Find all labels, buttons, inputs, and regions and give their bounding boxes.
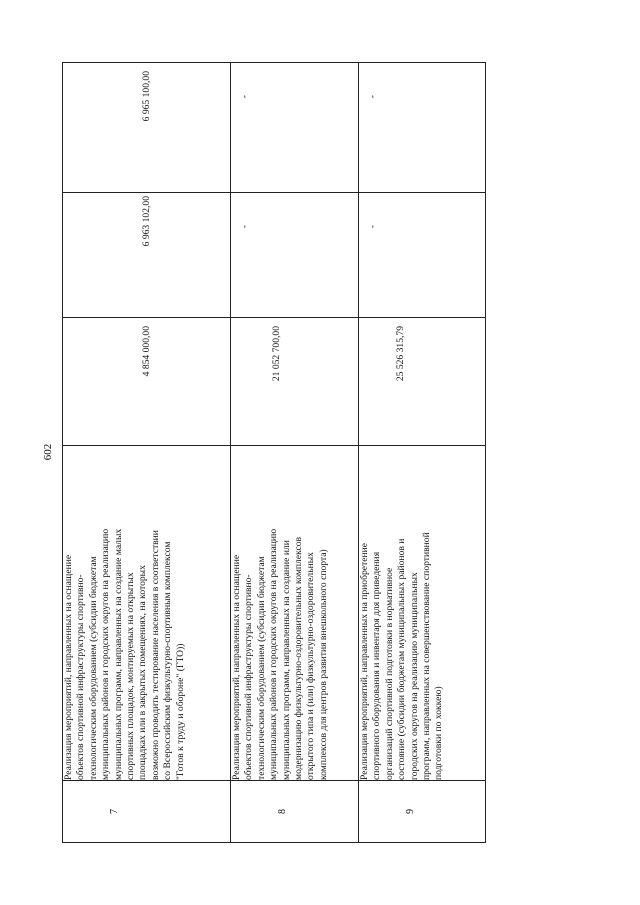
amount-dash: - [367,95,378,99]
row-number-cell [63,781,231,843]
funding-table [62,62,486,843]
row-description: Реализация мероприятий, направленных на оснащение объектов спортивной инфраструктуры спортивно- технологическим оборудованием (субсидии бюджетам муниципальных районов и городских округов на реализацию муниципальных программ, направленных на создание малых спортивных площадок, монтируемых на открытых площадках или в закрытых помещениях, на которых возможно проводить тестирование населения в соответствии со Всероссийским физкультурно-спортивным комплексом "Готов к труду и обороне" (ГТО)) [63,528,186,780]
amount-dash: - [367,225,378,229]
value-cell-2 [231,193,359,318]
page-number: 602 [42,443,54,461]
table-row [231,63,359,843]
value-cell-2 [63,193,231,318]
table-row [359,63,486,843]
value-cell-3 [63,63,231,193]
row-number: 7 [109,809,120,814]
amount-dash: - [239,225,250,229]
row-number-cell [359,781,486,843]
row-description: Реализация мероприятий, направленных на приобретение спортивного оборудования и инвентаря для приведения организаций спортивной подготовки в нормативное состояние (субсидии бюджетам муниципальных районов и городских округов на реализацию муниципальных программ, направленных на совершенствование спортивной подготовки по хоккею) [359,532,445,780]
description-cell [359,446,486,781]
table-row [63,63,231,843]
value-cell-3 [359,63,486,193]
description-cell [231,446,359,781]
amount-value: 6 965 100,00 [141,71,152,122]
value-cell-1 [63,318,231,446]
value-cell-2 [359,193,486,318]
amount-value: 6 963 102,00 [141,196,152,247]
amount-dash: - [239,95,250,99]
row-number-cell [231,781,359,843]
row-number: 8 [277,809,288,814]
amount-value: 4 854 000,00 [141,326,152,377]
value-cell-3 [231,63,359,193]
description-cell [63,446,231,781]
amount-value: 21 052 700,00 [271,326,282,382]
rotated-table-container [62,63,485,843]
row-description: Реализация мероприятий, направленных на оснащение объектов спортивной инфраструктуры спортивно- технологическим оборудованием (субсидии бюджетам муниципальных районов и городских округов на реализацию муниципальных программ, направленных на создание или модернизацию физкультурно-оздоровительных комплексов открытого типа и (или) физкультурно-оздоровительных комплексов для центров развития внешкольного спорта) [231,528,329,780]
value-cell-1 [231,318,359,446]
value-cell-1 [359,318,486,446]
row-number: 9 [405,809,416,814]
amount-value: 25 526 315,79 [395,326,406,382]
